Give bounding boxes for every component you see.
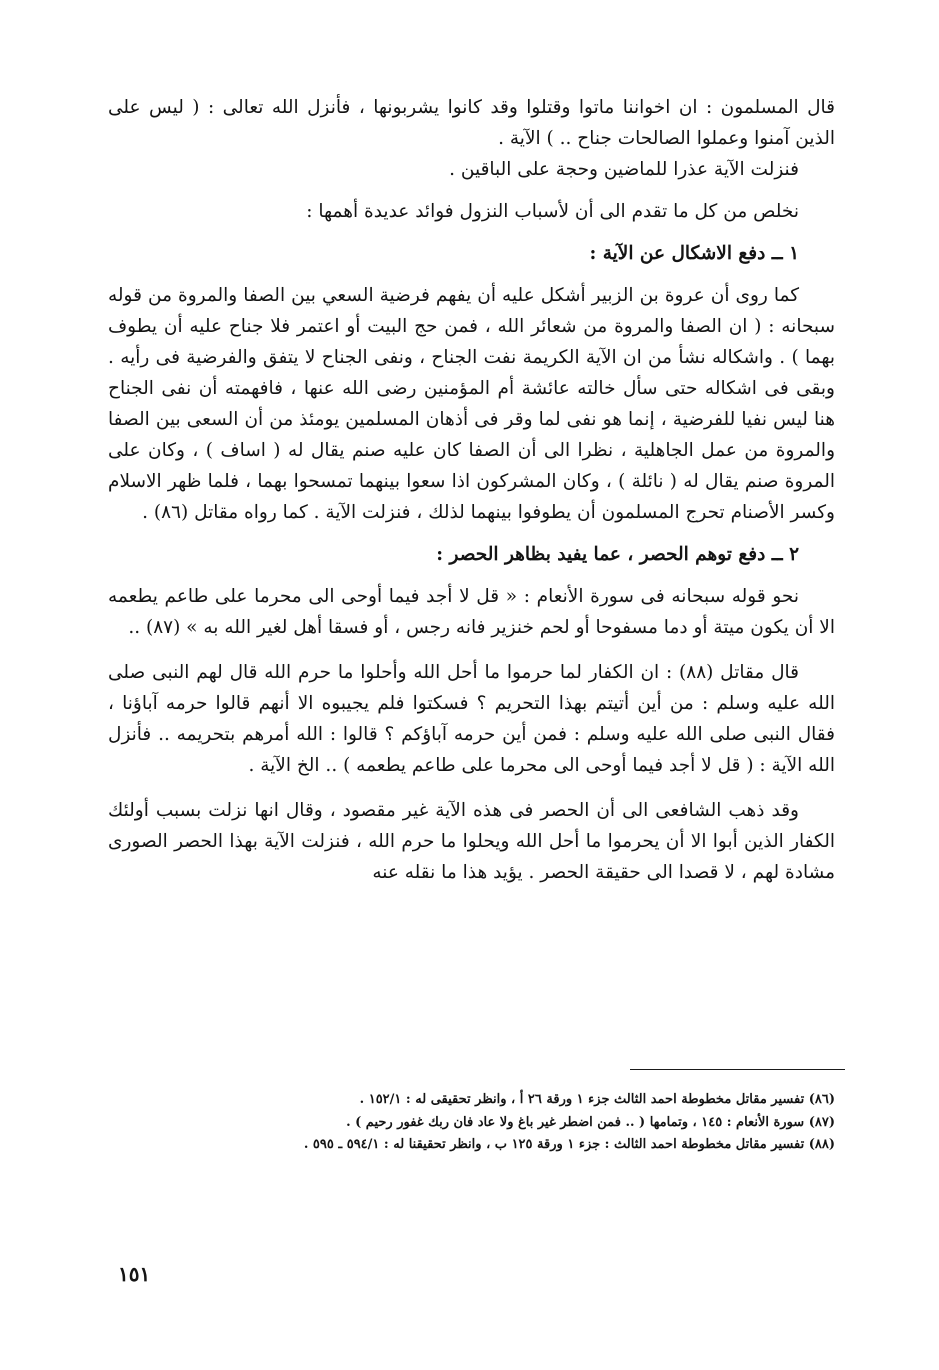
paragraph-opening: قال المسلمون : ان اخواننا ماتوا وقتلوا وقد كانوا يشربونها ، فأنزل الله تعالى : ( ليس على الذين آمنوا وعملوا الصالحات جناح .. ) الآية . (108, 97, 835, 149)
paragraph-anam-verse: نحو قوله سبحانه فى سورة الأنعام : « قل لا أجد فيما أوحى الى محرما على طاعم يطعمه الا أن يكون ميتة أو دما مسفوحا أو لحم خنزير فانه رجس ، أو فسقا أهل لغير الله به » (٨٧) .. (108, 586, 835, 638)
spacer (108, 227, 835, 238)
footnote-86: (٨٦) تفسير مقاتل مخطوطة احمد الثالث جزء ١ ورقة ٢٦ أ ، وانظر تحقيقى له : ١٥٢/١ . (359, 1092, 835, 1107)
spacer (108, 643, 835, 657)
paragraph-muqatil: قال مقاتل (٨٨) : ان الكفار لما حرموا ما أحل الله وأحلوا ما حرم الله قال لهم النبى صلى الله عليه وسلم : من أين أتيتم بهذا التحريم ؟ فسكتوا فلم يجيبوه الا أنهم قالوا حرمه آباؤنا ، فقال النبى صلى الله عليه وسلم : فمن أين حرمه آباؤكم ؟ قالوا : الله أمرهم بتحريمه .. فأنزل الله الآية : ( قل لا أجد فيما أوحى الى محرما على طاعم يطعمه ) .. الخ الآية . (108, 662, 836, 776)
paragraph-urwa-example: كما روى أن عروة بن الزبير أشكل عليه أن يفهم فرضية السعي بين الصفا والمروة من قوله سبحانه : ( ان الصفا والمروة من شعائر الله ، فمن حج البيت أو اعتمر فلا جناح عليه أن يطوف بهما ) . واشكاله نشأ من ان الآية الكريمة نفت الجناح ، ونفى الجناح لا يتفق والفرضية فى رأيه . وبقى فى اشكاله حتى سأل خالته عائشة أم المؤمنين رضى الله عنها ، فافهمته أن نفى الجناح هنا ليس نفيا للفرضية ، إنما هو نفى لما وقر فى أذهان المسلمين يومئذ من أن السعى بين الصفا والمروة من عمل الجاهلية ، نظرا الى أن الصفا كان عليه صنم يقال له ( اساف ) ، وكان على المروة صنم يقال له ( نائلة ) ، وكان المشركون اذا سعوا بينهما تمسحوا بهما ، فلما ظهر الاسلام وكسر الأصنام تحرج المسلمون أن يطوفوا بينهما لذلك ، فنزلت الآية . كما رواه مقاتل (٨٦) . (108, 285, 835, 523)
spacer (108, 269, 835, 280)
paragraph-shafii: وقد ذهب الشافعى الى أن الحصر فى هذه الآية غير مقصود ، وقال انها نزلت بسبب أولئك الكفار الذين أبوا الا أن يحرموا ما أحل الله ويحلوا ما حرم الله ، فنزلت الآية بهذا الحصر الصورى مشادة لهم ، لا قصدا الى حقيقة الحصر . يؤيد هذا ما نقله عنه (108, 800, 835, 883)
section-heading-2: ٢ ــ دفع توهم الحصر ، عما يفيد بظاهر الحصر : (436, 544, 799, 565)
footnote-divider (630, 1069, 845, 1070)
paragraph-revelation-excuse: فنزلت الآية عذرا للماضين وحجة على الباقين . (449, 159, 799, 180)
footnotes (108, 1089, 835, 1157)
section-heading-1: ١ ــ دفع الاشكال عن الآية : (589, 243, 799, 264)
spacer (108, 528, 835, 539)
spacer (108, 185, 835, 196)
spacer (108, 781, 835, 795)
footnote-87: (٨٧) سورة الأنعام : ١٤٥ ، وتمامها ( .. فمن اضطر غير باغ ولا عاد فان ربك غفور رحيم ) . (346, 1114, 835, 1130)
footnote-88: (٨٨) تفسير مقاتل مخطوطة احمد الثالث : جزء ١ ورقة ١٢٥ ب ، وانظر تحقيقنا له : ٥٩٤/١ ـ ٥٩٥ . (303, 1137, 835, 1152)
spacer (108, 570, 835, 581)
page-number: ١٥١ (118, 1262, 151, 1286)
paragraph-summary: نخلص من كل ما تقدم الى أن لأسباب النزول فوائد عديدة أهمها : (306, 201, 799, 222)
page-body (108, 92, 835, 888)
